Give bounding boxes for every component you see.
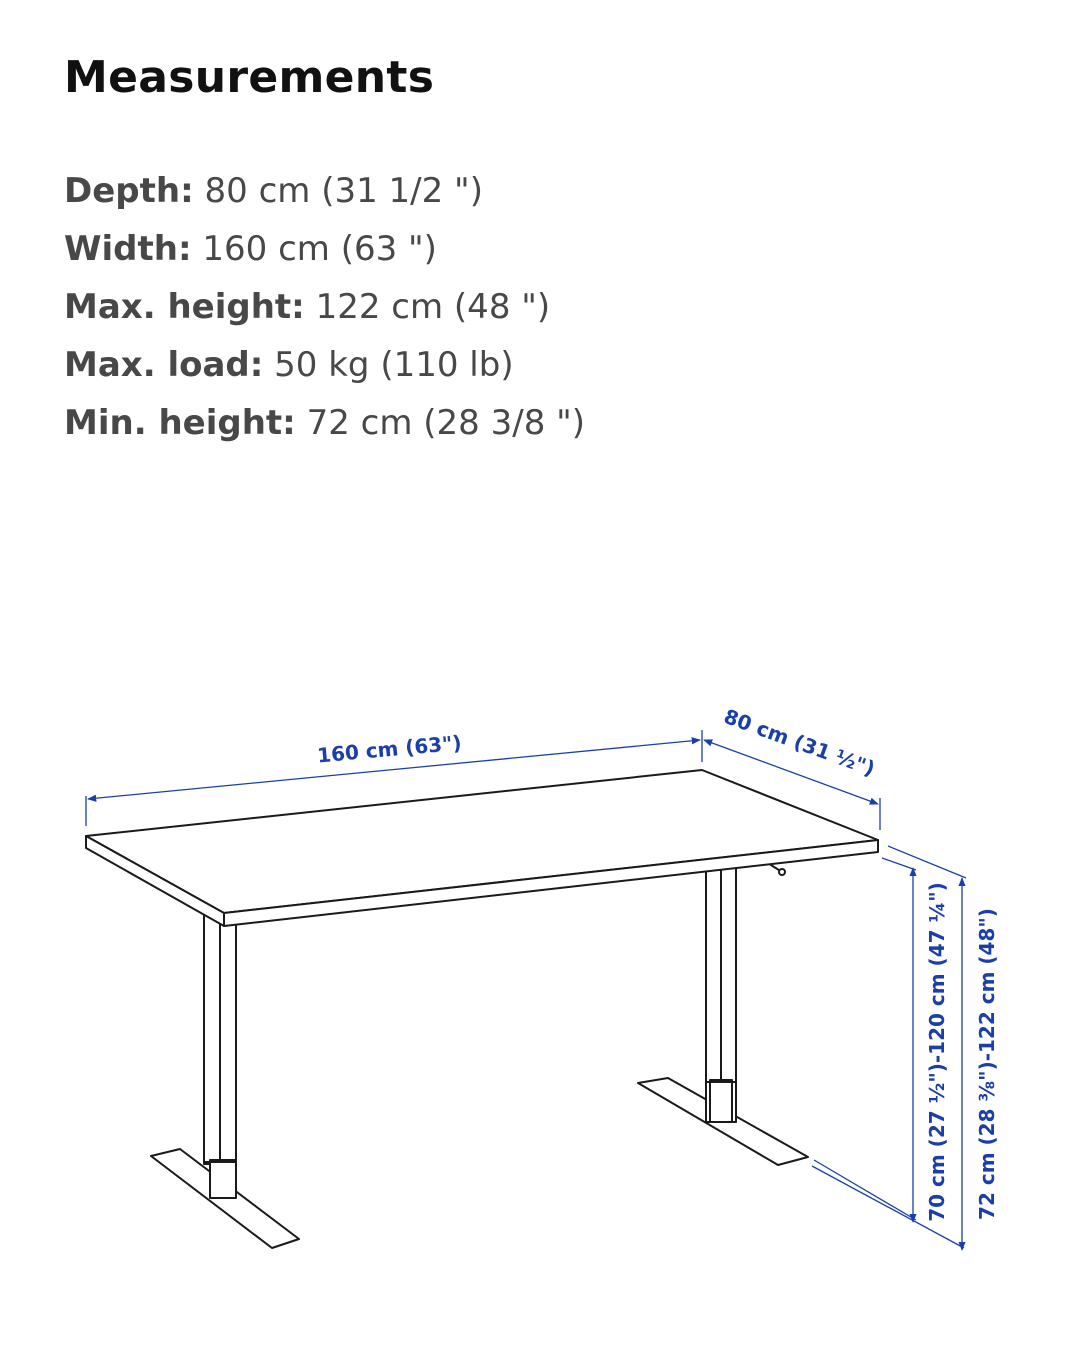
spec-value: 122 cm (48 "): [315, 287, 551, 327]
height-range-dimension-label: 70 cm (27 ½")-120 cm (47 ¼"): [925, 882, 949, 1222]
spec-depth: [64, 162, 585, 220]
depth-dimension-label: 80 cm (31 ½"): [720, 704, 879, 781]
spec-min-height: [64, 394, 585, 452]
spec-label: Max. load:: [64, 345, 264, 385]
spec-max-height: [64, 278, 585, 336]
spec-value: 72 cm (28 3/8 "): [306, 403, 586, 443]
desk-top: [86, 770, 878, 926]
spec-label: Depth:: [64, 171, 194, 211]
spec-label: Width:: [64, 229, 192, 269]
desk-leg-left: [151, 912, 299, 1248]
spec-value: 160 cm (63 "): [202, 229, 437, 269]
total-height-dimension-label: 72 cm (28 ⅜")-122 cm (48"): [975, 908, 999, 1220]
page-title: Measurements: [64, 52, 435, 103]
spec-value: 50 kg (110 lb): [274, 345, 514, 385]
width-dimension-label: 160 cm (63"): [316, 730, 463, 768]
spec-label: Max. height:: [64, 287, 305, 327]
spec-value: 80 cm (31 1/2 "): [204, 171, 483, 211]
desk-illustration: [86, 770, 878, 1248]
spec-max-load: [64, 336, 585, 394]
desk-dimension-diagram: [0, 640, 1080, 1320]
desk-leg-right: [638, 866, 808, 1165]
spec-label: Min. height:: [64, 403, 296, 443]
spec-width: [64, 220, 585, 278]
measurements-list: [64, 162, 585, 452]
